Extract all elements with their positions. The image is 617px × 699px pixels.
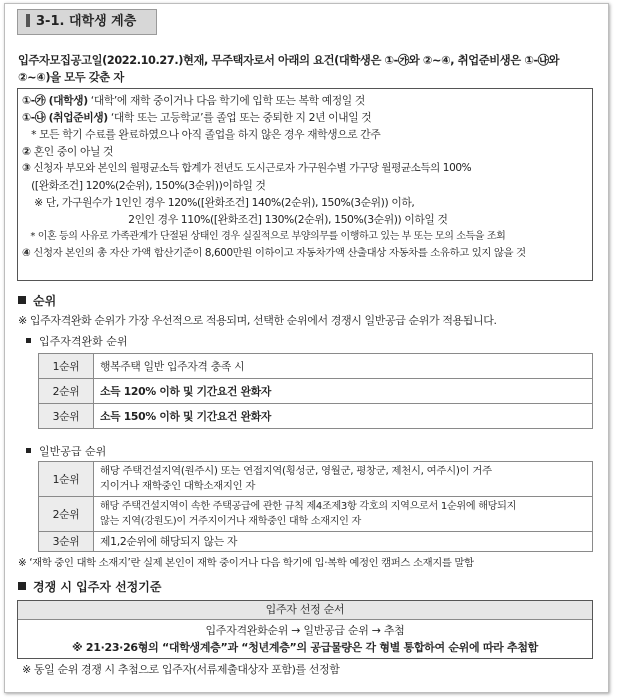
rank-cell: 3순위 (39, 532, 94, 552)
table-row (39, 462, 593, 497)
square-bullet-icon (18, 296, 26, 304)
rank-cell: 3순위 (39, 404, 94, 429)
selection-box (17, 600, 593, 659)
condition-line: ①-㉮ (대학생) ‘대학’에 재학 중이거나 다음 학기에 입학 또는 복학 예정일 것 (22, 94, 365, 107)
section-title-text: 3-1. 대학생 계층 (36, 14, 137, 29)
desc-cell: 소득 150% 이하 및 기간요건 완화자 (94, 404, 593, 429)
intro-paragraph (18, 52, 604, 86)
condition-line: 2인인 경우 110%([완화조건] 130%(2순위), 150%(3순위)) 이하일 것 (22, 213, 448, 226)
table-row (39, 532, 593, 552)
desc-cell: 제1,2순위에 해당되지 않는 자 (94, 532, 593, 552)
intro-line-1: 입주자모집공고일(2022.10.27.)현재, 무주택자로서 아래의 요건(대학생은 ①-㉮와 ②~④, 취업준비생은 ①-㉯와 (18, 54, 560, 67)
selection-box-header: 입주자 선정 순서 (18, 601, 592, 620)
desc-cell: 행복주택 일반 입주자격 충족 시 (94, 354, 593, 379)
desc-cell: 해당 주택건설지역(원주시) 또는 연접지역(횡성군, 영월군, 평창군, 제천시, 여주시)이 거주 지이거나 재학중인 대학소재지인 자 (94, 462, 593, 497)
condition-line: ③ 신청자 부모와 본인의 월평균소득 합계가 전년도 도시근로자 가구원수별 가구당 월평균소득의 100% (22, 162, 472, 174)
ranking-heading: 순위 (18, 292, 56, 309)
condition-line: ④ 신청자 본인의 총 자산 가액 합산기준이 8,600만원 이하이고 자동차가액 산출대상 자동차를 소유하고 있지 않을 것 (22, 247, 526, 259)
table-row (39, 404, 593, 429)
rank-cell: 2순위 (39, 379, 94, 404)
conditions-box (17, 88, 593, 281)
ranking-note: ※ 입주자격완화 순위가 가장 우선적으로 적용되며, 선택한 순위에서 경쟁시 일반공급 순위가 적용됩니다. (18, 314, 497, 327)
title-bar-mark (26, 14, 30, 27)
condition-line: ② 혼인 중이 아닐 것 (22, 145, 114, 158)
condition-line: ※ 단, 가구원수가 1인인 경우 120%([완화조건] 140%(2순위), 150%(3순위)) 이하, (22, 196, 415, 209)
rank-cell: 1순위 (39, 354, 94, 379)
condition-line: * 모든 학기 수료를 완료하였으나 아직 졸업을 하지 않은 경우 재학생으로 간주 (22, 128, 381, 141)
square-bullet-icon (18, 582, 26, 590)
condition-line: ①-㉯ (취업준비생) ‘대학 또는 고등학교’를 졸업 또는 중퇴한 지 2년 이내일 것 (22, 111, 372, 124)
condition-line: * 이혼 등의 사유로 가족관계가 단절된 상태인 경우 실질적으로 부양의무를 이행하고 있는 부 또는 모의 소득을 조회 (22, 231, 506, 242)
table-row (39, 379, 593, 404)
desc-cell: 해당 주택건설지역이 속한 주택공급에 관한 규칙 제4조제3항 각호의 지역으로서 1순위에 해당되지 않는 지역(강원도)이 거주지이거나 재학중인 대학 소재지인 자 (94, 497, 593, 532)
selection-heading: 경쟁 시 입주자 선정기준 (18, 578, 161, 595)
section-title (17, 9, 157, 35)
rank-cell: 2순위 (39, 497, 94, 532)
condition-line: ([완화조건] 120%(2순위), 150%(3순위))이하일 것 (22, 179, 266, 192)
general-ranking-table (38, 461, 593, 552)
selection-bottom-note: ※ 동일 순위 경쟁 시 추첨으로 입주자(서류제출대상자 포함)를 선정함 (22, 663, 340, 676)
selection-box-note: ※ 21·23·26형의 “대학생계층”과 “청년계층”의 공급물량은 각 형별 통합하여 순위에 따라 추첨함 (71, 641, 539, 654)
table-row (39, 497, 593, 532)
general-ranking-label: 일반공급 순위 (26, 443, 106, 459)
intro-line-2: ②~④)을 모두 갖춘 자 (18, 71, 124, 84)
square-bullet-icon (26, 338, 31, 343)
selection-order: 입주자격완화순위 → 일반공급 순위 → 추첨 (205, 624, 405, 637)
relaxed-ranking-table (38, 353, 593, 429)
rank-cell: 1순위 (39, 462, 94, 497)
relaxed-ranking-label: 입주자격완화 순위 (26, 333, 128, 349)
square-bullet-icon (26, 448, 31, 453)
table-row (39, 354, 593, 379)
desc-cell: 소득 120% 이하 및 기간요건 완화자 (94, 379, 593, 404)
campus-note: ※ ‘재학 중인 대학 소재지’란 실제 본인이 재학 중이거나 다음 학기에 입·복학 예정인 캠퍼스 소재지를 말함 (18, 557, 474, 569)
